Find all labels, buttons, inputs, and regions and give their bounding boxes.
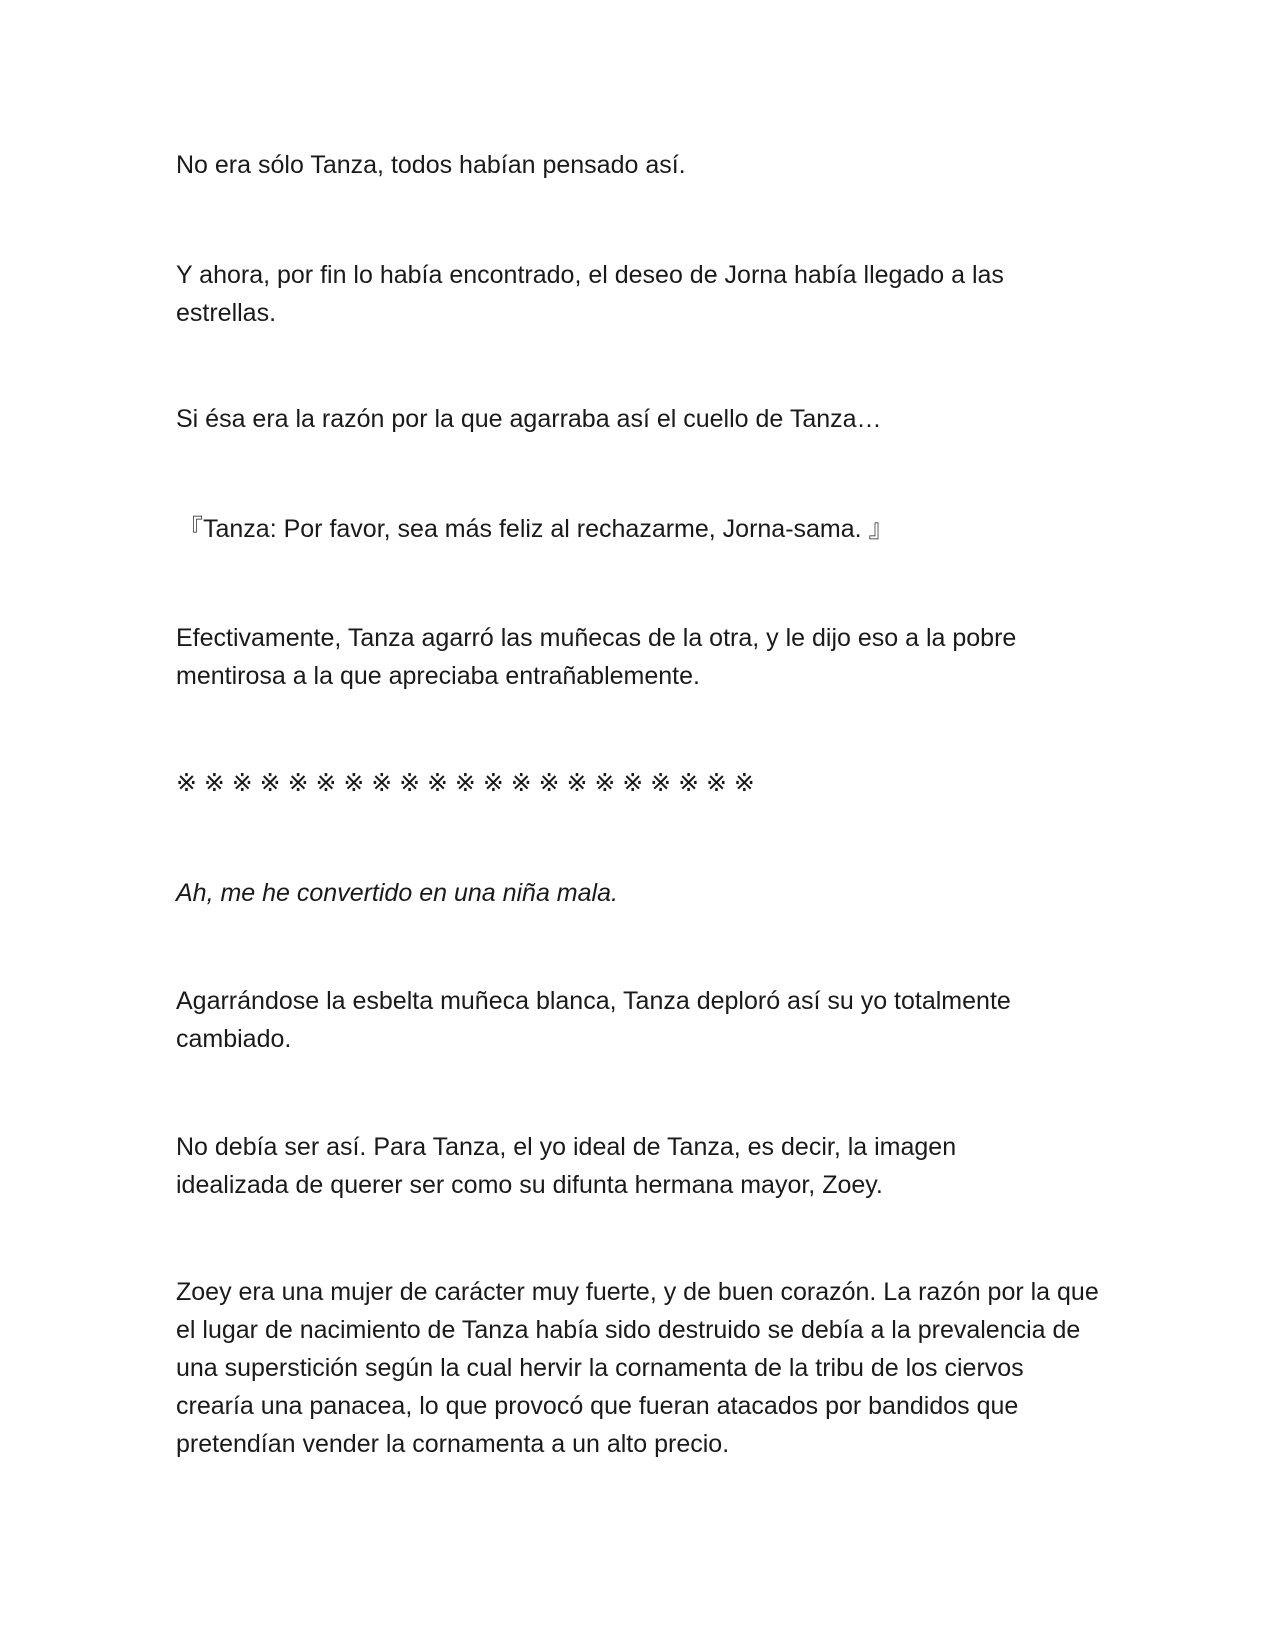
paragraph-5: Agarrándose la esbelta muñeca blanca, Tanza deploró así su yo totalmente cambiado. (176, 987, 1011, 1053)
paragraph-2: Y ahora, por fin lo había encontrado, el deseo de Jorna había llegado a las estrellas. (176, 261, 1004, 327)
scene-separator: ※ ※ ※ ※ ※ ※ ※ ※ ※ ※ ※ ※ ※ ※ ※ ※ ※ ※ ※ ※ ※ (176, 769, 755, 797)
dialogue-line: 『Tanza: Por favor, sea más feliz al rechazarme, Jorna-sama. 』 (178, 515, 894, 543)
paragraph-3: Si ésa era la razón por la que agarraba así el cuello de Tanza… (176, 405, 882, 433)
paragraph-1: No era sólo Tanza, todos habían pensado así. (176, 151, 686, 179)
paragraph-7: Zoey era una mujer de carácter muy fuerte, y de buen corazón. La razón por la que el lugar de nacimiento de Tanza había sido destruido se debía a la prevalencia de una superstición según la cual hervir la cornamenta de la tribu de los ciervos crearía una panacea, lo que provocó que fueran atacados por bandidos que pretendían vender la cornamenta a un alto precio. (176, 1278, 1099, 1458)
italic-thought: Ah, me he convertido en una niña mala. (176, 879, 618, 907)
paragraph-6: No debía ser así. Para Tanza, el yo ideal de Tanza, es decir, la imagen idealizada de querer ser como su difunta hermana mayor, Zoey. (176, 1133, 957, 1199)
paragraph-4: Efectivamente, Tanza agarró las muñecas de la otra, y le dijo eso a la pobre mentirosa a la que apreciaba entrañablemente. (176, 624, 1017, 690)
